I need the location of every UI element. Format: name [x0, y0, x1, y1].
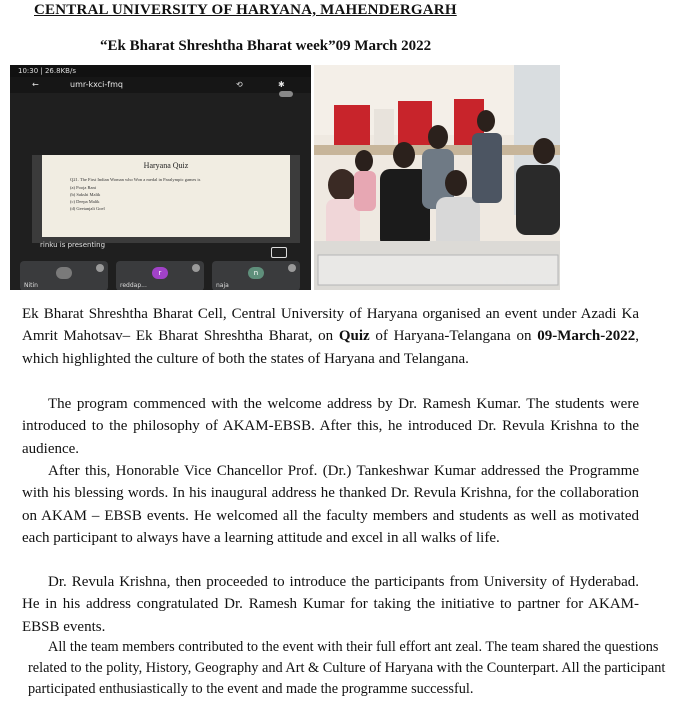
participant-tile: [116, 261, 204, 290]
bluetooth-icon: ✱: [278, 80, 285, 89]
quiz-emphasis: Quiz: [338, 328, 370, 345]
participant-name: naja: [216, 282, 229, 289]
paragraph-hyderabad: Dr. Revula Krishna, then proceeded to introduce the participants from University of Hyderabad. He in his address congratulated Dr. Ramesh Kumar for taking the initiative to partner for AKAM-EBSB events.: [22, 574, 639, 635]
quiz-option: (a) Pooja Rani: [70, 185, 96, 190]
quiz-question: Q21. The First Indian Woman who Won a medal in Paralympic games is: [70, 177, 201, 182]
participant-avatar: n: [248, 267, 264, 279]
quiz-slide: [42, 155, 290, 237]
fullscreen-icon: [271, 247, 287, 258]
mic-off-icon: [192, 264, 200, 272]
classroom-photo-illustration: [314, 65, 560, 290]
participant-tile: [20, 261, 108, 290]
presentation-area: [32, 155, 300, 243]
quiz-option: (d) Geetanjali Goel: [70, 206, 105, 211]
back-arrow-icon: ←: [32, 80, 39, 89]
meeting-screenshot: [10, 65, 311, 290]
quiz-option: (c) Deepa Malik: [70, 199, 100, 204]
rotate-icon: ⟲: [236, 80, 243, 89]
camera-watermark: MIXED DUAL CAMERA: [502, 280, 557, 286]
paragraph-vice-chancellor: After this, Honorable Vice Chancellor Prof. (Dr.) Tankeshwar Kumar addressed the Programme with his blessing words. In his inaugural address he thanked Dr. Revula Krishna, for the collaboration on AKAM – EBSB events. He welcomed all the faculty members and students as well as motivated each participant to always have a learning attitude and excel in all walks of life.: [22, 463, 639, 546]
paragraph-program-start: The program commenced with the welcome address by Dr. Ramesh Kumar. The students were introduced to the philosophy of AKAM-EBSB. After this, he introduced Dr. Revula Krishna to the audience.: [22, 396, 639, 457]
event-photo: [314, 65, 560, 290]
mic-off-icon: [288, 264, 296, 272]
pip-icon: [279, 91, 293, 97]
mic-off-icon: [96, 264, 104, 272]
document-title: CENTRAL UNIVERSITY OF HARYANA, MAHENDERGARH: [34, 2, 457, 18]
participant-name: Nitin: [24, 282, 38, 289]
meeting-code: umr-kxci-fmq: [70, 80, 123, 89]
participant-avatar: [56, 267, 72, 279]
paragraph-team: All the team members contributed to the event with their full effort ant zeal. The team shared the questions related to the polity, History, Geography and Art & Culture of Haryana with the Counterpart. All the participant participated enthusiastically to the event and made the programme successful.: [28, 639, 666, 697]
meeting-bar: [10, 77, 311, 93]
participant-name: reddap...: [120, 282, 147, 289]
presenting-label: rinku is presenting: [40, 241, 106, 249]
status-time: 10:30 | 26.8KB/s: [18, 67, 76, 75]
participant-tile: [212, 261, 300, 290]
date-emphasis: 09-March-2022: [537, 328, 636, 345]
quiz-slide-title: Haryana Quiz: [143, 161, 189, 170]
participant-avatar: r: [152, 267, 168, 279]
event-subtitle: “Ek Bharat Shreshtha Bharat week”09 March 2022: [100, 38, 432, 54]
status-bar: [10, 65, 311, 77]
quiz-option: (b) Sakshi Malik: [70, 192, 101, 197]
paragraph-intro: Ek Bharat Shreshtha Bharat Cell, Central University of Haryana organised an event under Azadi Ka Amrit Mahotsav– Ek Bharat Shreshtha Bharat, on Quiz of Haryana-Telangana on 09-March-2022, which highlighted the culture of both the states of Haryana and Telangana.: [22, 306, 639, 367]
